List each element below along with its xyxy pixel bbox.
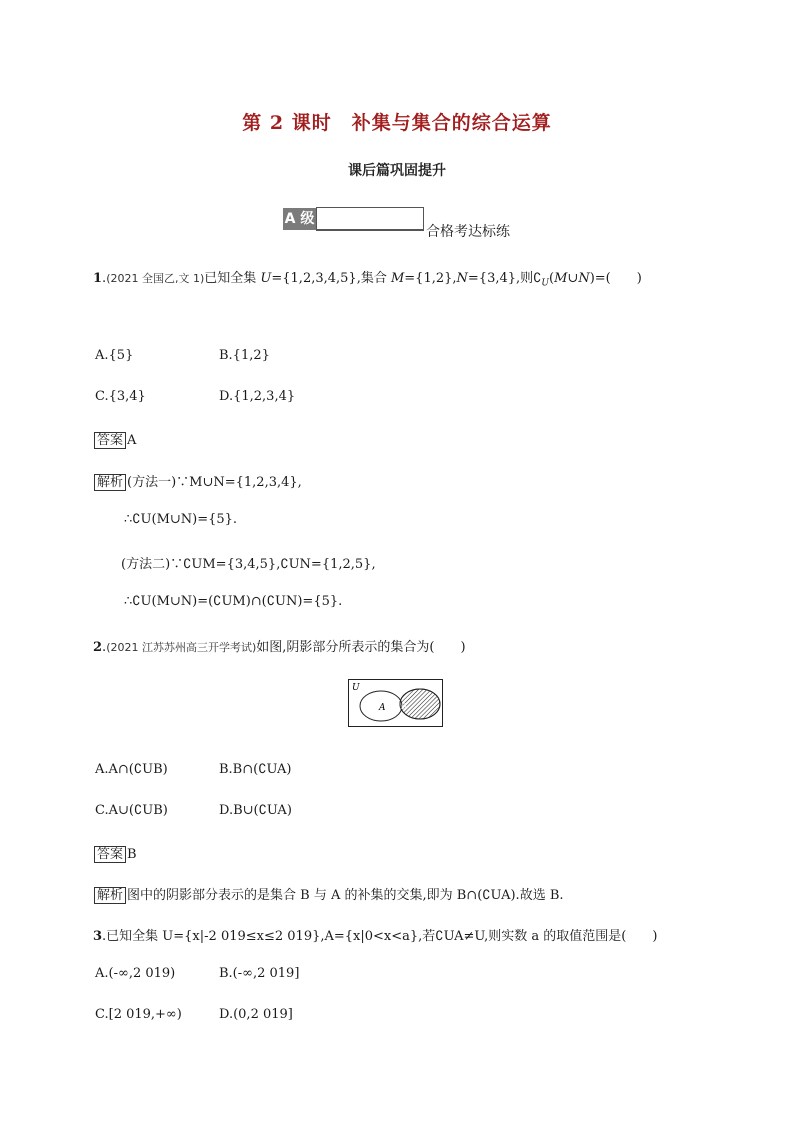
question-source: (2021 江苏苏州高三开学考试) xyxy=(106,641,257,654)
q3-option-c[interactable]: C.[2 019,+∞) xyxy=(95,1007,182,1022)
answer-tag: 答案 xyxy=(94,432,126,449)
question-number: 2 xyxy=(93,640,103,655)
q1-option-a[interactable]: A.{5} xyxy=(95,348,134,363)
page-title: 第 2 课时 补集与集合的综合运算 xyxy=(242,112,552,134)
q3-option-d[interactable]: D.(0,2 019] xyxy=(219,1007,293,1022)
q2-option-d[interactable]: D.B∪(∁UA) xyxy=(219,803,292,818)
level-label: 合格考达标练 xyxy=(426,224,510,240)
set-b-label: B xyxy=(401,702,407,711)
question-source: (2021 全国乙,文 1) xyxy=(106,272,205,285)
q2-analysis: 解析 图中的阴影部分表示的是集合 B 与 A 的补集的交集,即为 B∩(∁UA).故选 B. xyxy=(94,884,564,903)
question-number: 3 xyxy=(93,929,103,944)
answer-value: B xyxy=(127,847,137,862)
page-subtitle: 课后篇巩固提升 xyxy=(348,163,446,179)
set-a-label: A xyxy=(379,703,386,713)
q1-analysis-3: (方法二)∵∁UM={3,4,5},∁UN={1,2,5}, xyxy=(121,557,376,572)
question-number: 1 xyxy=(93,271,103,286)
q2-answer xyxy=(94,843,137,862)
q1-option-b[interactable]: B.{1,2} xyxy=(219,348,270,363)
answer-value: A xyxy=(127,433,137,448)
universe-label: U xyxy=(352,683,360,693)
analysis-tag: 解析 xyxy=(94,887,126,904)
level-box xyxy=(316,207,424,231)
q1-analysis-4: ∴∁U(M∪N)=(∁UM)∩(∁UN)={5}. xyxy=(124,594,343,609)
q1-answer xyxy=(94,429,136,448)
question-1: 1.(2021 全国乙,文 1)已知全集 U={1,2,3,4,5},集合 M={1,2},N={3,4},则$∁_U(M\cup N)=$( ) xyxy=(93,271,642,289)
q1-option-d[interactable]: D.{1,2,3,4} xyxy=(219,389,296,404)
q3-option-b[interactable]: B.(-∞,2 019] xyxy=(219,966,300,981)
q2-option-a[interactable]: A.A∩(∁UB) xyxy=(95,762,168,777)
venn-diagram xyxy=(348,679,443,727)
answer-tag: 答案 xyxy=(94,846,126,863)
q2-option-c[interactable]: C.A∪(∁UB) xyxy=(95,803,168,818)
q2-option-b[interactable]: B.B∩(∁UA) xyxy=(219,762,292,777)
q1-analysis-2: ∴∁U(M∪N)={5}. xyxy=(124,512,238,527)
q1-option-c[interactable]: C.{3,4} xyxy=(95,389,146,404)
level-badge: A 级 xyxy=(283,208,316,230)
q3-option-a[interactable]: A.(-∞,2 019) xyxy=(95,966,176,981)
question-2: 2.(2021 江苏苏州高三开学考试)如图,阴影部分所表示的集合为( ) xyxy=(93,640,466,655)
analysis-tag: 解析 xyxy=(94,474,126,491)
q1-analysis-1: 解析 (方法一)∵M∪N={1,2,3,4}, xyxy=(94,471,302,490)
question-3: 3.已知全集 U={x|-2 019≤x≤2 019},A={x|0<x<a},若∁UA≠U,则实数 a 的取值范围是( ) xyxy=(93,929,658,944)
